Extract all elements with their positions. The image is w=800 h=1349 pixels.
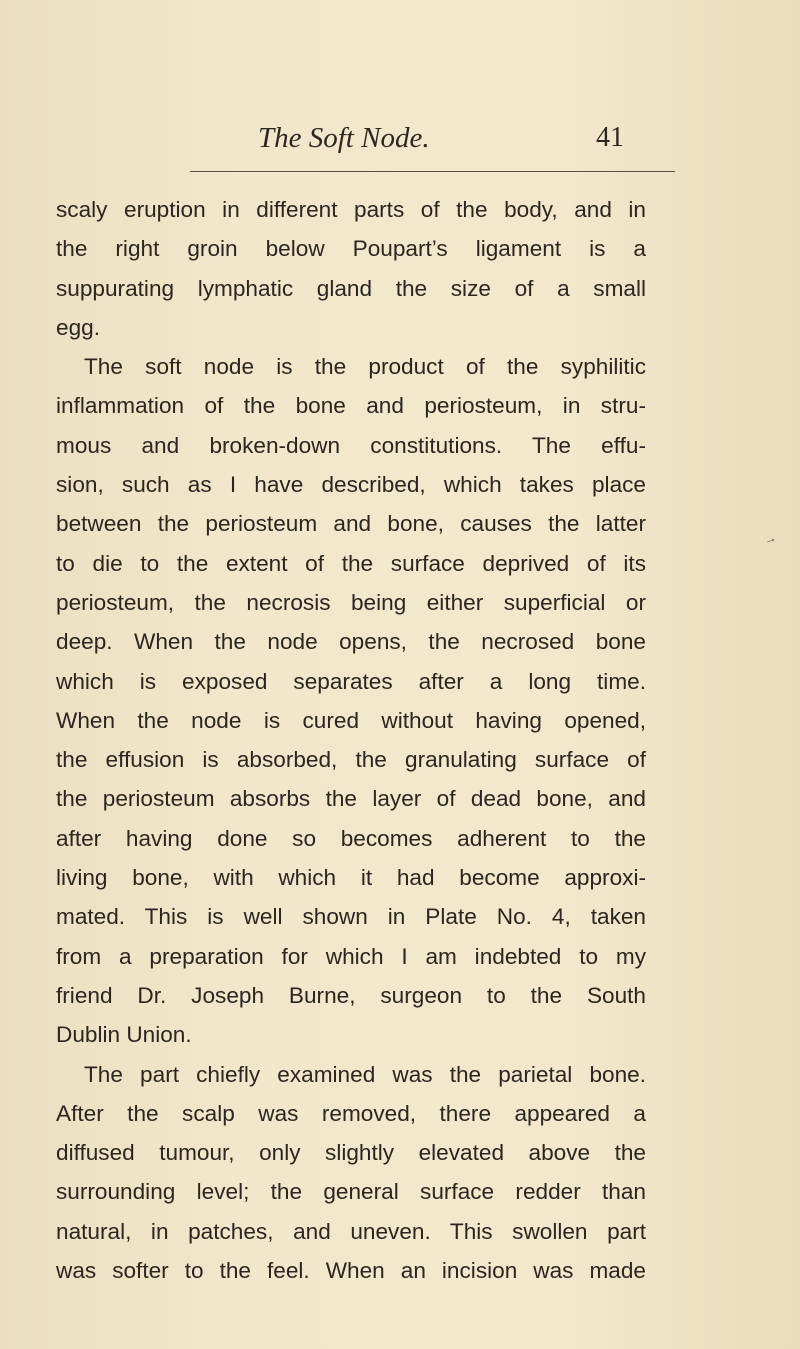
header-rule xyxy=(190,171,675,172)
text-line: sion, such as I have described, which takes place xyxy=(56,472,646,498)
text-line: friend Dr. Joseph Burne, surgeon to the South xyxy=(56,982,646,1008)
text-line: from a preparation for which I am indebted to my xyxy=(56,943,646,969)
text-line: scaly eruption in different parts of the body, and in xyxy=(56,197,646,222)
text-line: living bone, with which it had become approxi- xyxy=(56,865,646,891)
text-line: The soft node is the product of the syphilitic xyxy=(84,354,646,380)
text-line: When the node is cured without having opened, xyxy=(56,707,646,733)
text-line: egg. xyxy=(56,314,100,340)
text-line: mous and broken-down constitutions. The effu- xyxy=(56,432,646,458)
text-line: mated. This is well shown in Plate No. 4, taken xyxy=(56,904,646,930)
body-text xyxy=(56,190,646,1290)
running-head xyxy=(0,118,800,158)
text-line: inflammation of the bone and periosteum, in stru- xyxy=(56,393,646,419)
text-line: diffused tumour, only slightly elevated above the xyxy=(56,1140,646,1166)
text-line: which is exposed separates after a long time. xyxy=(56,668,646,694)
text-line: surrounding level; the general surface redder than xyxy=(56,1179,646,1205)
margin-mark: → xyxy=(761,530,779,548)
text-line: suppurating lymphatic gland the size of a small xyxy=(56,275,646,301)
text-line: natural, in patches, and uneven. This swollen part xyxy=(56,1218,646,1244)
page-number: 41 xyxy=(596,122,624,153)
text-line: periosteum, the necrosis being either superficial or xyxy=(56,589,646,615)
text-line: was softer to the feel. When an incision was made xyxy=(56,1258,646,1284)
text-line: Dublin Union. xyxy=(56,1022,192,1048)
text-line: The part chiefly examined was the parietal bone. xyxy=(84,1061,646,1087)
running-title: The Soft Node. xyxy=(258,122,430,154)
text-line: the periosteum absorbs the layer of dead bone, and xyxy=(56,786,646,812)
text-line: after having done so becomes adherent to the xyxy=(56,825,646,851)
text-line: the effusion is absorbed, the granulating surface of xyxy=(56,747,646,773)
text-line: After the scalp was removed, there appeared a xyxy=(56,1100,646,1126)
text-line: to die to the extent of the surface deprived of its xyxy=(56,550,646,576)
text-line: between the periosteum and bone, causes the latter xyxy=(56,511,646,537)
text-line: the right groin below Poupart’s ligament is a xyxy=(56,236,646,262)
text-line: deep. When the node opens, the necrosed bone xyxy=(56,629,646,655)
